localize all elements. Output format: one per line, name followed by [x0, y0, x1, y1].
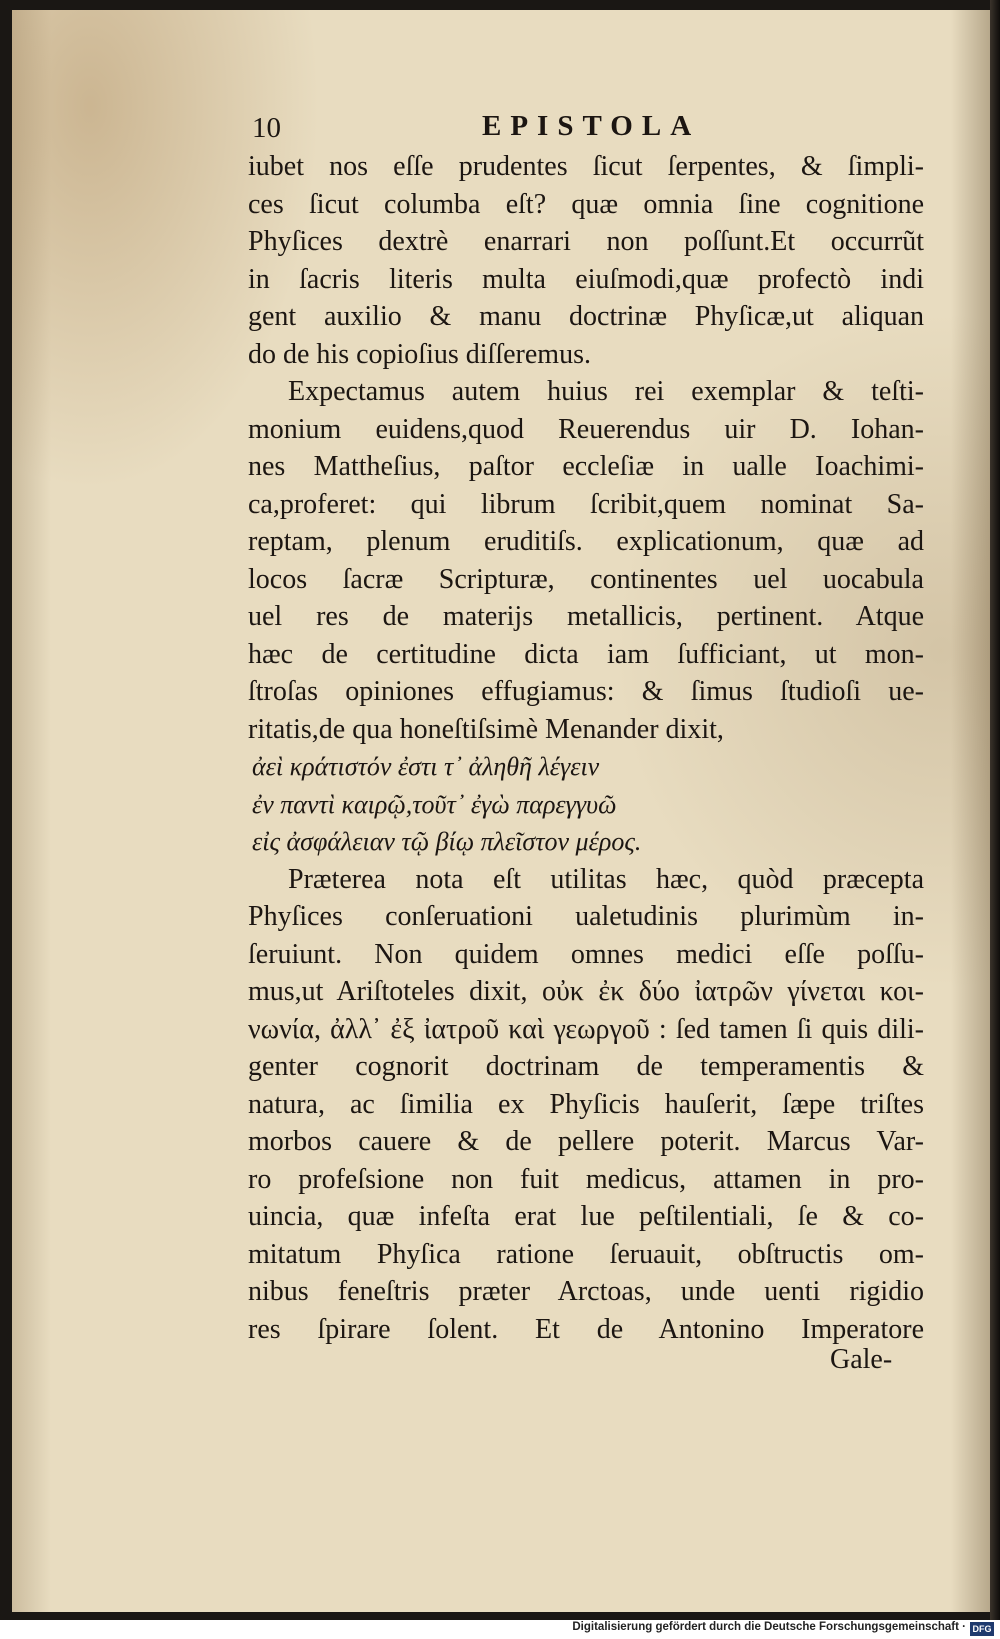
- text-line: ritatis,de qua honeſtiſsimè Menander dixit,: [248, 713, 724, 745]
- text-line: gent auxilio & manu doctrinæ Phyſicæ,ut aliquan: [248, 301, 924, 332]
- dfg-logo: DFG: [970, 1622, 994, 1636]
- text-line: ſtroſas opiniones effugiamus: & ſimus ſtudioſi ue-: [248, 676, 924, 707]
- catchword: Gale-: [830, 1344, 893, 1375]
- text-line: monium euidens,quod Reuerendus uir D. Iohan-: [248, 413, 924, 445]
- text-line: Phyſices dextrè enarrari non poſſunt.Et occurrũt: [248, 226, 924, 257]
- text-line: nes Mattheſius, paſtor eccleſiæ in ualle Ioachimi-: [248, 451, 924, 482]
- text-line: locos ſacræ Scripturæ, continentes uel uocabula: [248, 563, 924, 595]
- body-text: [248, 148, 924, 1348]
- text-line: uincia, quæ infeſta erat lue peſtilentiali, ſe & co-: [248, 1201, 924, 1232]
- text-line: νωνία, ἀλλ᾽ ἐξ ἰατροῦ καὶ γεωργοῦ : ſed tamen ſi quis dili-: [248, 1013, 924, 1045]
- text-line: iubet nos eſſe prudentes ſicut ſerpentes, & ſimpli-: [248, 151, 924, 182]
- text-line: ces ſicut columba eſt? quæ omnia ſine cognitione: [248, 188, 924, 220]
- running-head: EPISTOLA: [482, 110, 701, 142]
- text-line: res ſpirare ſolent. Et de Antonino Imperatore: [248, 1313, 924, 1345]
- book-spine: [990, 0, 1000, 1620]
- text-line: Expectamus autem huius rei exemplar & teſti-: [288, 376, 924, 407]
- text-line: morbos cauere & de pellere poterit. Marcus Var-: [248, 1126, 924, 1157]
- page-header: [252, 112, 732, 146]
- text-line: do de his copioſius diſſeremus.: [248, 338, 591, 370]
- text-line: natura, ac ſimilia ex Phyſicis hauſerit, ſæpe triſtes: [248, 1088, 924, 1120]
- text-line: Phyſices conſeruationi ualetudinis plurimùm in-: [248, 901, 924, 932]
- text-line: in ſacris literis multa eiuſmodi,quæ profectò indi: [248, 263, 924, 295]
- greek-verse-line: εἰς ἀσφάλειαν τῷ βίῳ πλεῖστον μέρος.: [252, 827, 642, 856]
- text-line: hæc de certitudine dicta iam ſufficiant, ut mon-: [248, 638, 924, 670]
- text-line: ro profeſsione non fuit medicus, attamen in pro-: [248, 1163, 924, 1195]
- funding-notice: Digitalisierung gefördert durch die Deutsche Forschungsgemeinschaft ·: [572, 1621, 966, 1633]
- greek-verse-line: ἐν παντὶ καιρῷ,τοῦτ᾽ ἐγὼ παρεγγυῶ: [252, 789, 617, 819]
- page-number: 10: [252, 112, 281, 144]
- text-line: uel res de materijs metallicis, pertinent. Atque: [248, 601, 924, 632]
- text-line: nibus feneſtris præter Arctoas, unde uenti rigidio: [248, 1276, 924, 1307]
- text-line: reptam, plenum eruditiſs. explicationum, quæ ad: [248, 526, 924, 557]
- footer-bar: [0, 1620, 1000, 1639]
- text-line: mitatum Phyſica ratione ſeruauit, obſtructis om-: [248, 1238, 924, 1270]
- text-line: ſeruiunt. Non quidem omnes medici eſſe poſſu-: [248, 938, 924, 970]
- greek-verse-line: ἀεὶ κράτιστόν ἐστι τ᾽ ἀληθῆ λέγειν: [252, 752, 600, 781]
- text-line: mus,ut Ariſtoteles dixit, οὐκ ἐκ δύο ἰατρῶν γίνεται κοι-: [248, 976, 924, 1007]
- text-line: Præterea nota eſt utilitas hæc, quòd præcepta: [288, 863, 924, 895]
- text-line: ca,proferet: qui librum ſcribit,quem nominat Sa-: [248, 488, 924, 520]
- text-line: genter cognorit doctrinam de temperamentis &: [248, 1051, 924, 1082]
